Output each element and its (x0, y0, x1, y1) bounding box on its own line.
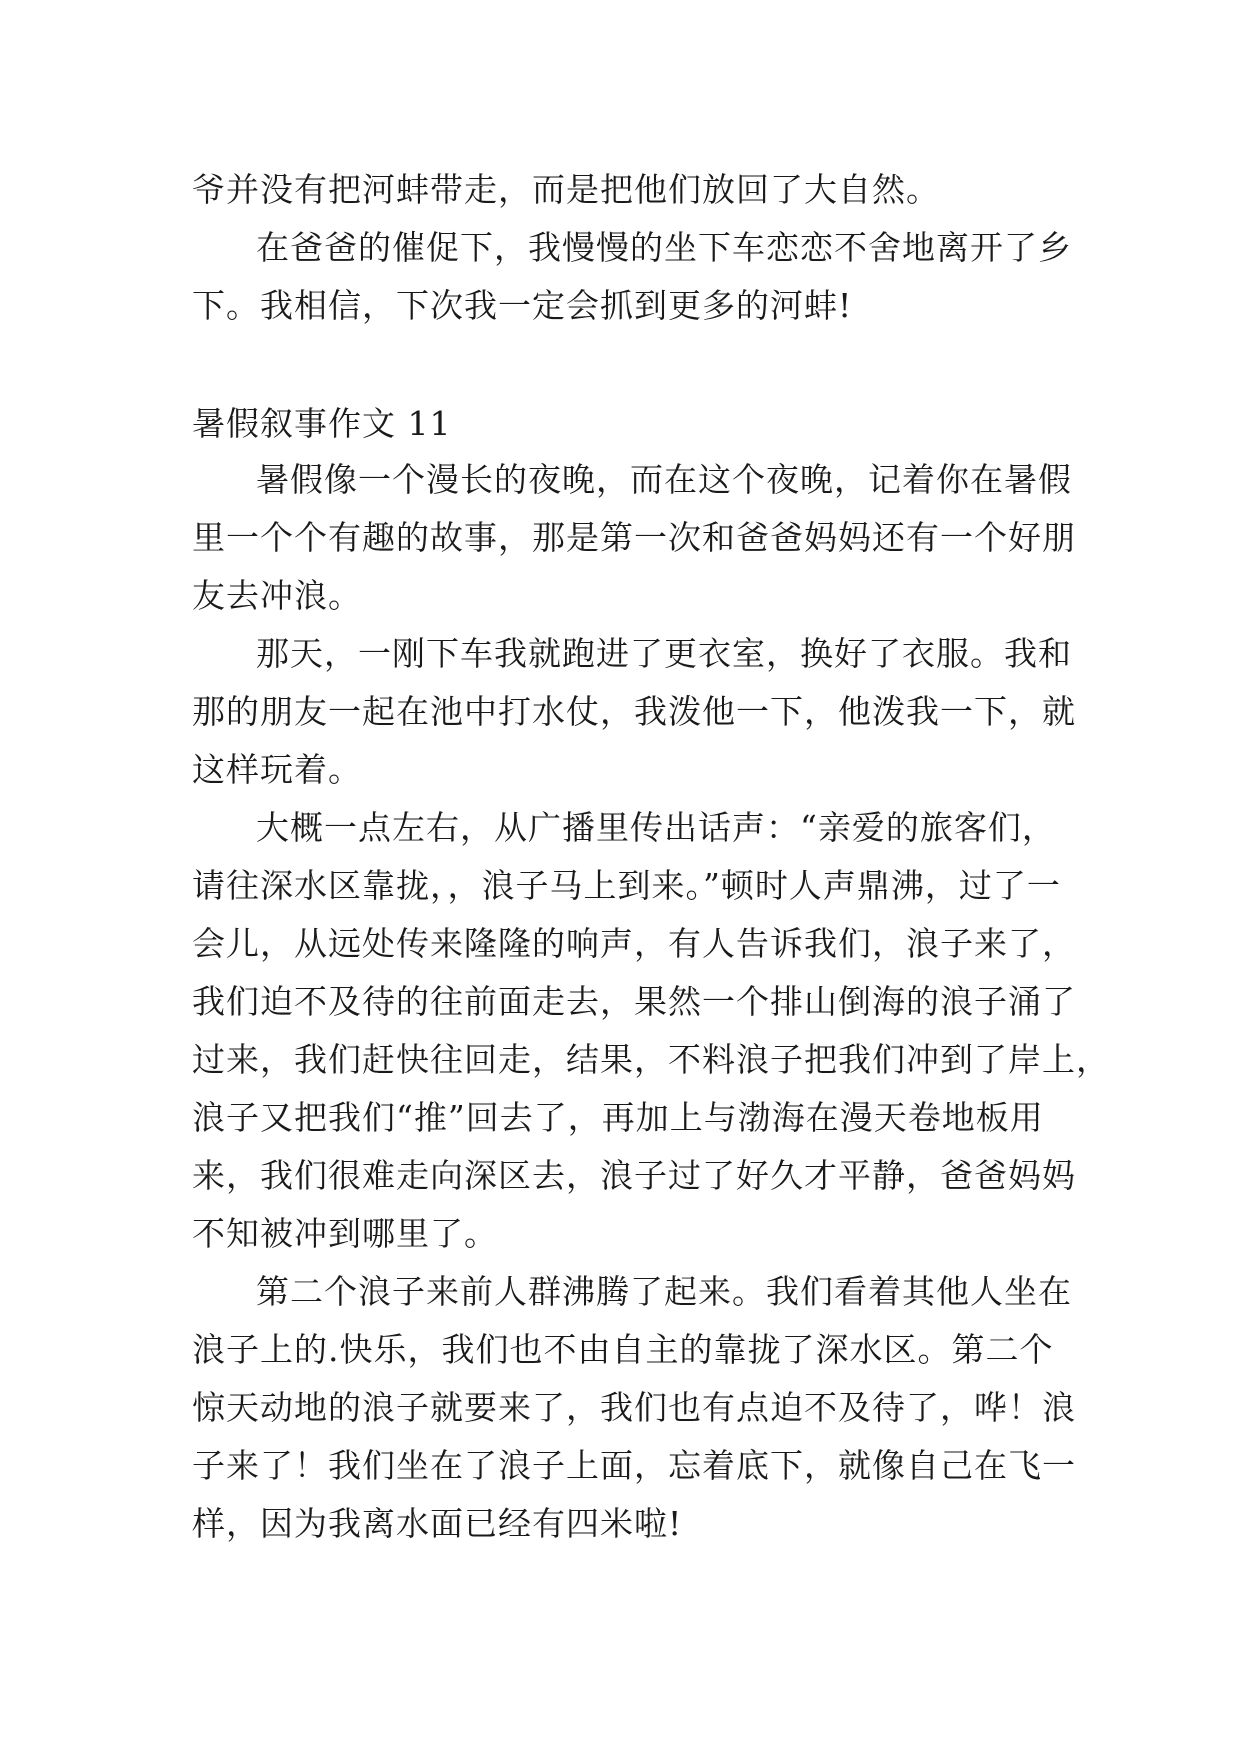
paragraph-line: 这样玩着。 (192, 750, 362, 789)
paragraph-line: 请往深水区靠拢，，浪子马上到来。”顿时人声鼎沸，过了一 (192, 866, 1061, 905)
paragraph-line: 那的朋友一起在池中打水仗，我泼他一下，他泼我一下，就 (192, 692, 1076, 731)
paragraph-line: 浪子上的.快乐，我们也不由自主的靠拢了深水区。第二个 (192, 1330, 1054, 1369)
section-title: 暑假叙事作文 11 (192, 404, 452, 443)
paragraph-line: 样，因为我离水面已经有四米啦! (192, 1504, 683, 1543)
paragraph-line: 下。我相信，下次我一定会抓到更多的河蚌! (192, 286, 853, 325)
paragraph-line: 在爸爸的催促下，我慢慢的坐下车恋恋不舍地离开了乡 (256, 228, 1072, 267)
paragraph-line: 第二个浪子来前人群沸腾了起来。我们看着其他人坐在 (256, 1272, 1072, 1311)
paragraph-line: 子来了！我们坐在了浪子上面，忘着底下，就像自己在飞一 (192, 1446, 1076, 1485)
paragraph-line: 里一个个有趣的故事，那是第一次和爸爸妈妈还有一个好朋 (192, 518, 1076, 557)
paragraph-line: 惊天动地的浪子就要来了，我们也有点迫不及待了，哗！浪 (192, 1388, 1076, 1427)
paragraph-line: 大概一点左右，从广播里传出话声：“亲爱的旅客们， (256, 808, 1056, 847)
paragraph-line: 那天，一刚下车我就跑进了更衣室，换好了衣服。我和 (256, 634, 1072, 673)
paragraph-line: 会儿，从远处传来隆隆的响声，有人告诉我们，浪子来了， (192, 924, 1076, 963)
paragraph-line: 爷并没有把河蚌带走，而是把他们放回了大自然。 (192, 170, 940, 209)
paragraph-line: 暑假像一个漫长的夜晚，而在这个夜晚，记着你在暑假 (256, 460, 1072, 499)
paragraph-line: 浪子又把我们“推”回去了，再加上与渤海在漫天卷地板用 (192, 1098, 1044, 1137)
paragraph-line: 友去冲浪。 (192, 576, 362, 615)
paragraph-line: 来，我们很难走向深区去，浪子过了好久才平静，爸爸妈妈 (192, 1156, 1076, 1195)
paragraph-line: 我们迫不及待的往前面走去，果然一个排山倒海的浪子涌了 (192, 982, 1076, 1021)
paragraph-line: 不知被冲到哪里了。 (192, 1214, 498, 1253)
paragraph-line: 过来，我们赶快往回走，结果，不料浪子把我们冲到了岸上， (192, 1040, 1110, 1079)
